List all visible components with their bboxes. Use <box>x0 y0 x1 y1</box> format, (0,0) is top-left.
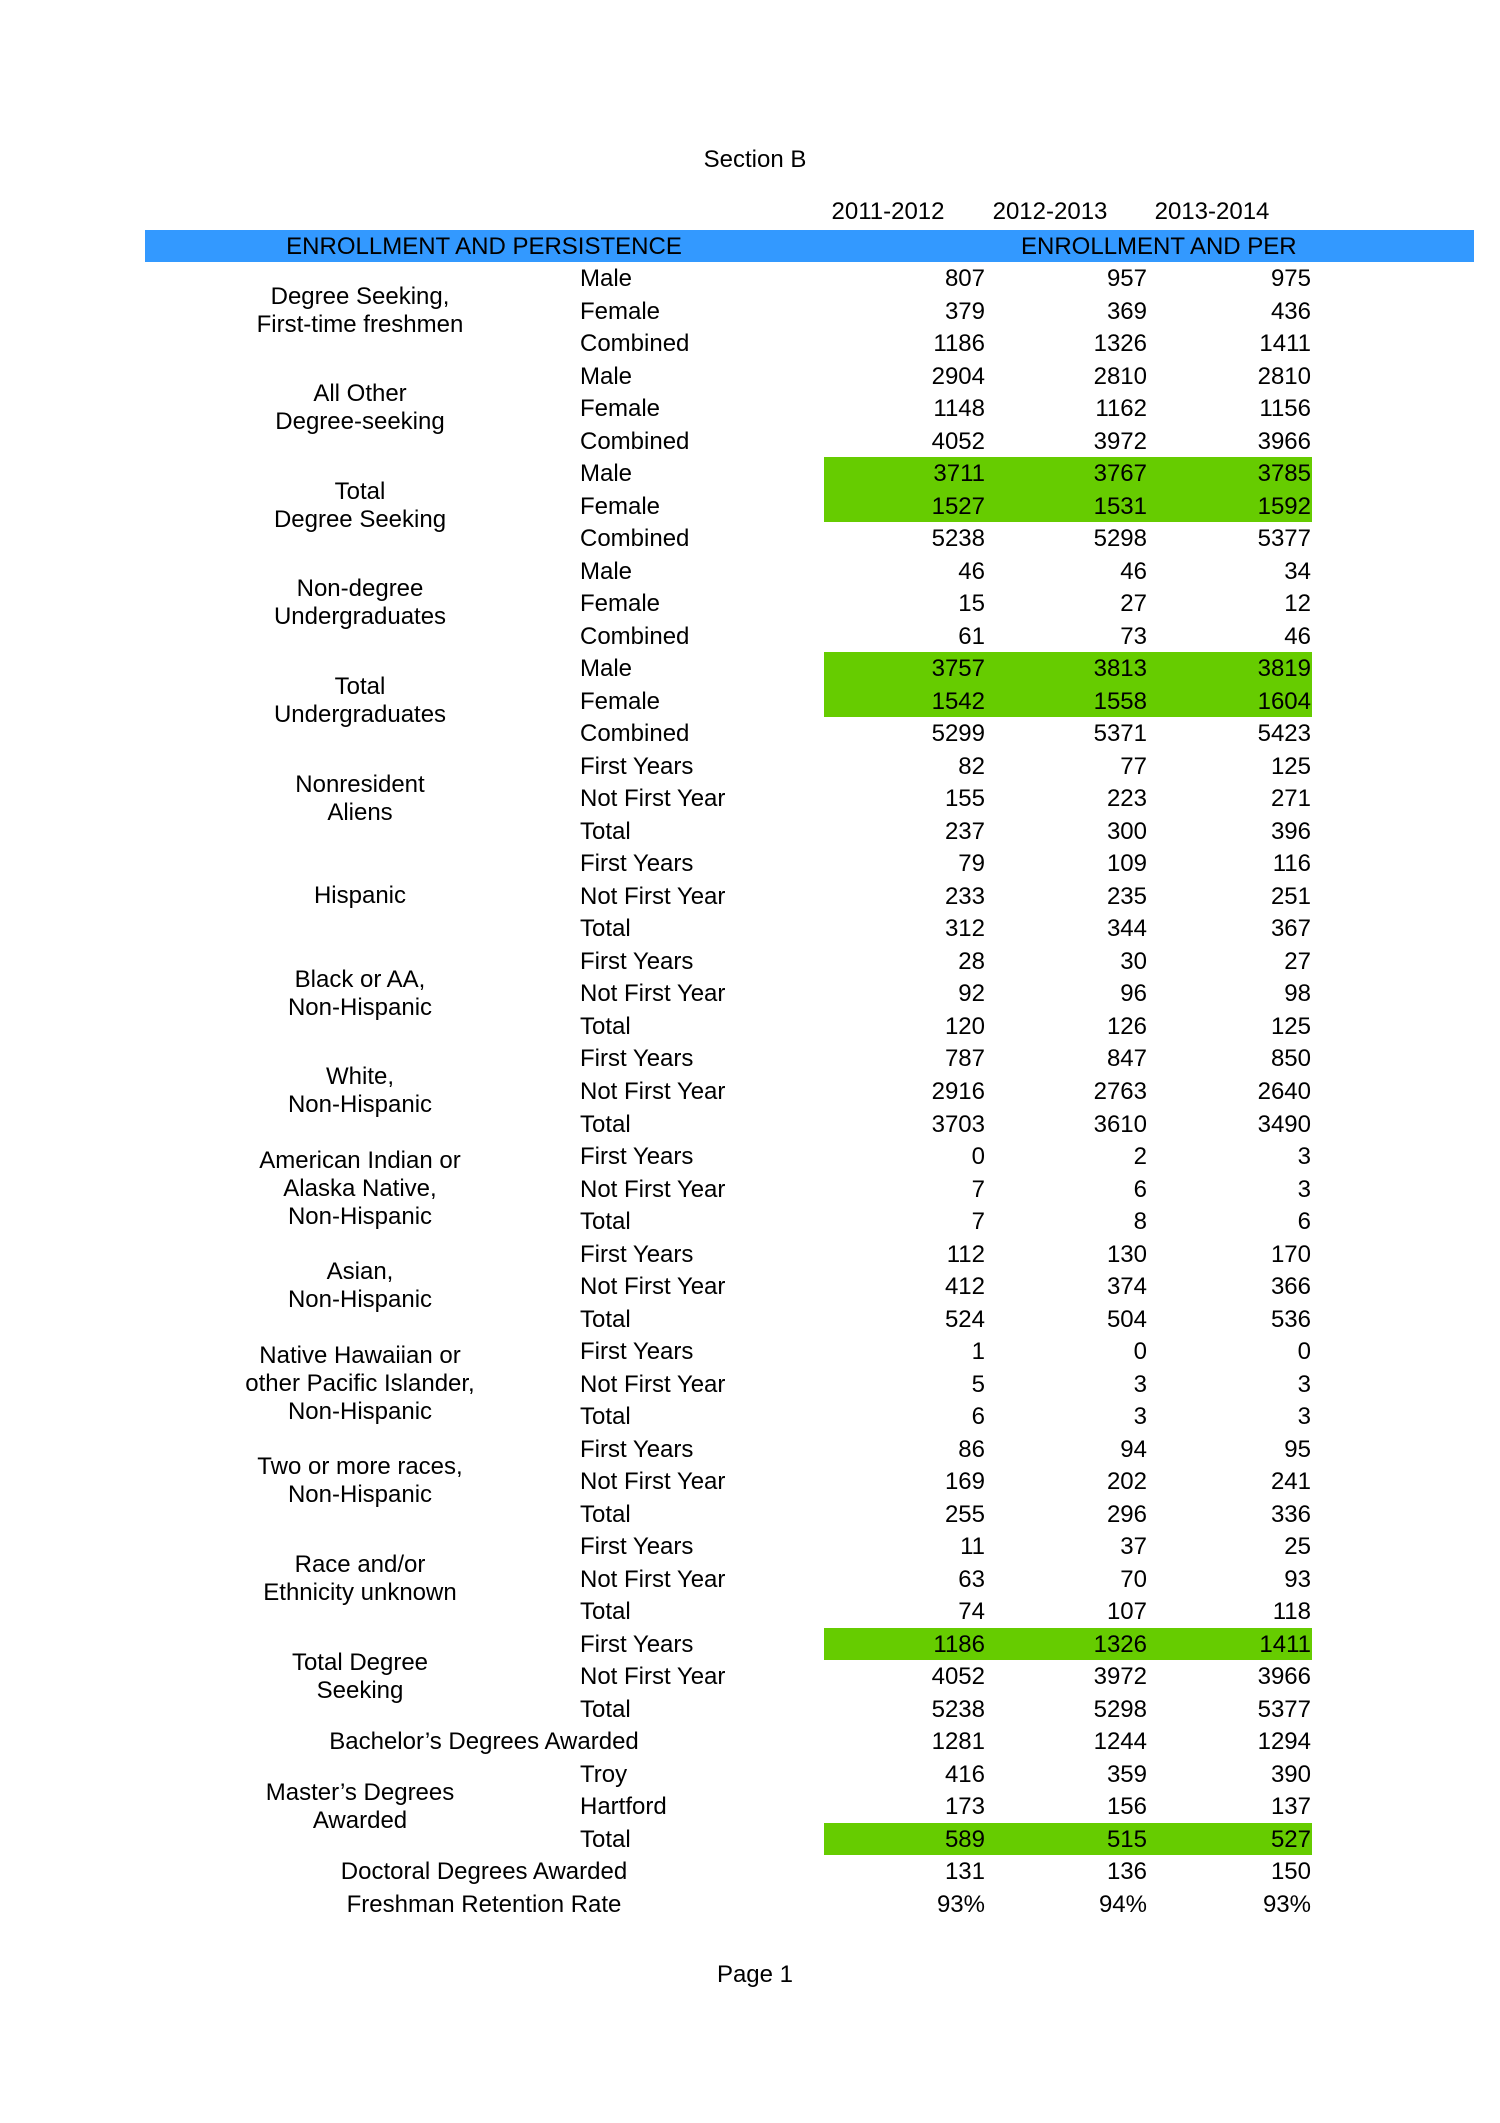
row-sublabel: Total <box>580 1403 631 1431</box>
value-cell: 1531 <box>1093 492 1147 520</box>
value-cell: 37 <box>1120 1533 1147 1561</box>
header-title-left: ENROLLMENT AND PERSISTENCE <box>286 233 682 260</box>
value-cell: 96 <box>1120 980 1147 1008</box>
year-header-1: 2011-2012 <box>831 198 945 225</box>
value-cell: 1411 <box>1259 330 1311 358</box>
value-cell: 412 <box>944 1273 985 1301</box>
row-sublabel: First Years <box>580 1143 694 1171</box>
group-label-line: Non-Hispanic <box>287 1091 433 1119</box>
group-label <box>200 1433 520 1531</box>
row-sublabel: Total <box>580 1305 631 1333</box>
value-cell: 77 <box>1120 752 1147 780</box>
value-cell: 130 <box>1106 1240 1147 1268</box>
value-cell: 300 <box>1106 817 1147 845</box>
value-cell: 0 <box>971 1143 985 1171</box>
value-cell: 2916 <box>931 1078 985 1105</box>
value-cell: 137 <box>1270 1793 1311 1821</box>
value-cell: 150 <box>1270 1858 1311 1886</box>
value-cell: 515 <box>1106 1825 1147 1853</box>
group-label-line: Native Hawaiian or <box>259 1341 461 1369</box>
group-label <box>200 1628 520 1726</box>
row-sublabel: Total <box>580 1825 631 1853</box>
value-cell: 2763 <box>1093 1078 1147 1105</box>
value-cell: 1294 <box>1257 1728 1311 1756</box>
value-cell: 359 <box>1106 1760 1147 1788</box>
value-cell: 504 <box>1106 1305 1147 1333</box>
group-label-line: Two or more races, <box>257 1453 463 1481</box>
value-cell: 7 <box>971 1175 985 1203</box>
value-cell: 369 <box>1106 297 1147 325</box>
row-sublabel: Combined <box>580 525 690 553</box>
group-label-line: Non-Hispanic <box>287 1481 433 1509</box>
group-label-line: All Other <box>313 380 407 408</box>
value-cell: 416 <box>944 1760 985 1788</box>
value-cell: 3757 <box>931 655 985 683</box>
row-sublabel: Total <box>580 1500 631 1528</box>
group-label-line: Seeking <box>316 1676 404 1704</box>
year-header-3: 2013-2014 <box>1154 198 1270 225</box>
group-label-line: Hispanic <box>313 882 407 910</box>
value-cell: 109 <box>1106 850 1147 878</box>
group-label-line: Total Degree <box>291 1648 429 1676</box>
value-cell: 1186 <box>933 1630 985 1658</box>
row-sublabel: Not First Year <box>580 980 726 1008</box>
value-cell: 344 <box>1106 915 1147 943</box>
value-cell: 3 <box>1297 1143 1311 1171</box>
value-cell: 436 <box>1270 297 1311 325</box>
row-sublabel: Combined <box>580 720 690 748</box>
group-label-line: Non-Hispanic <box>287 1202 433 1230</box>
value-cell: 30 <box>1120 947 1147 975</box>
value-cell: 5371 <box>1093 720 1147 748</box>
row-sublabel: Combined <box>580 622 690 650</box>
row-sublabel: Total <box>580 1208 631 1236</box>
value-cell: 6 <box>1297 1208 1311 1236</box>
value-cell: 28 <box>958 947 985 975</box>
value-cell: 379 <box>944 297 985 325</box>
value-cell: 524 <box>944 1305 985 1333</box>
value-cell: 235 <box>1106 882 1147 910</box>
row-sublabel: First Years <box>580 752 694 780</box>
row-sublabel: Total <box>580 1110 631 1138</box>
row-sublabel: Female <box>580 590 661 618</box>
value-cell: 27 <box>1120 590 1147 618</box>
row-sublabel: First Years <box>580 1435 694 1463</box>
value-cell: 3966 <box>1257 1663 1311 1691</box>
value-cell: 3785 <box>1257 460 1311 488</box>
value-cell: 1244 <box>1093 1728 1147 1756</box>
value-cell: 70 <box>1120 1565 1147 1593</box>
group-label-line: Non-Hispanic <box>287 1286 433 1314</box>
row-sublabel: Total <box>580 1598 631 1626</box>
value-cell: 93% <box>936 1891 985 1918</box>
row-sublabel: Male <box>580 557 633 585</box>
value-cell: 1411 <box>1259 1630 1311 1658</box>
row-sublabel: Not First Year <box>580 1468 726 1496</box>
value-cell: 5238 <box>931 1695 985 1723</box>
row-sublabel: Not First Year <box>580 1175 726 1203</box>
value-cell: 8 <box>1133 1208 1147 1236</box>
value-cell: 1148 <box>933 395 985 423</box>
row-sublabel: Not First Year <box>580 1565 726 1593</box>
value-cell: 3703 <box>931 1110 985 1138</box>
value-cell: 957 <box>1106 265 1147 292</box>
value-cell: 125 <box>1270 752 1311 780</box>
value-cell: 27 <box>1284 947 1311 975</box>
group-label-line: Master’s Degrees <box>265 1778 455 1806</box>
row-sublabel: Female <box>580 687 661 715</box>
group-label <box>200 652 520 750</box>
group-label-line: other Pacific Islander, <box>245 1369 475 1397</box>
value-cell: 126 <box>1106 1012 1147 1040</box>
value-cell: 975 <box>1270 265 1311 292</box>
row-sublabel: Not First Year <box>580 1078 726 1105</box>
group-label-line: American Indian or <box>259 1146 461 1174</box>
value-cell: 5 <box>971 1370 985 1398</box>
value-cell: 82 <box>958 752 985 780</box>
row-label: Doctoral Degrees Awarded <box>340 1858 628 1886</box>
group-label <box>200 262 520 360</box>
value-cell: 4052 <box>931 1663 985 1691</box>
value-cell: 5377 <box>1257 1695 1311 1723</box>
group-label-line: Alaska Native, <box>283 1174 437 1202</box>
value-cell: 296 <box>1106 1500 1147 1528</box>
group-label <box>200 1335 520 1433</box>
value-cell: 237 <box>944 817 985 845</box>
value-cell: 1326 <box>1093 1630 1147 1658</box>
value-cell: 2 <box>1133 1143 1147 1171</box>
value-cell: 95 <box>1284 1435 1311 1463</box>
value-cell: 589 <box>944 1825 985 1853</box>
group-label-line: Undergraduates <box>273 603 447 631</box>
group-label-line: Black or AA, <box>294 965 426 993</box>
header-title-right: ENROLLMENT AND PER <box>1021 233 1297 260</box>
value-cell: 107 <box>1106 1598 1147 1626</box>
value-cell: 5423 <box>1257 720 1311 748</box>
value-cell: 125 <box>1270 1012 1311 1040</box>
value-cell: 3 <box>1297 1403 1311 1431</box>
value-cell: 86 <box>958 1435 985 1463</box>
group-label <box>200 555 520 653</box>
row-label: Freshman Retention Rate <box>346 1891 622 1918</box>
value-cell: 136 <box>1106 1858 1147 1886</box>
value-cell: 202 <box>1106 1468 1147 1496</box>
value-cell: 173 <box>944 1793 985 1821</box>
value-cell: 6 <box>971 1403 985 1431</box>
table-row <box>0 1888 1500 1921</box>
value-cell: 2810 <box>1257 362 1311 390</box>
group-label-line: White, <box>325 1063 394 1091</box>
table-row <box>0 1855 1500 1888</box>
value-cell: 156 <box>1106 1793 1147 1821</box>
page-number: Page 1 <box>716 1961 794 1988</box>
value-cell: 46 <box>958 557 985 585</box>
row-sublabel: First Years <box>580 850 694 878</box>
group-label-line: Asian, <box>326 1258 394 1286</box>
row-sublabel: Female <box>580 492 661 520</box>
value-cell: 61 <box>958 622 985 650</box>
value-cell: 0 <box>1297 1338 1311 1366</box>
value-cell: 1 <box>971 1338 985 1366</box>
value-cell: 5298 <box>1093 1695 1147 1723</box>
value-cell: 366 <box>1270 1273 1311 1301</box>
group-label-line: Non-Hispanic <box>287 1397 433 1425</box>
value-cell: 5238 <box>931 525 985 553</box>
row-sublabel: Female <box>580 297 661 325</box>
row-sublabel: Total <box>580 817 631 845</box>
value-cell: 3 <box>1133 1403 1147 1431</box>
value-cell: 3 <box>1297 1370 1311 1398</box>
value-cell: 15 <box>958 590 985 618</box>
row-sublabel: Hartford <box>580 1793 667 1821</box>
value-cell: 5377 <box>1257 525 1311 553</box>
value-cell: 94% <box>1098 1891 1147 1918</box>
value-cell: 233 <box>944 882 985 910</box>
group-label-line: Nonresident <box>295 770 425 798</box>
value-cell: 312 <box>944 915 985 943</box>
section-title: Section B <box>703 146 807 173</box>
value-cell: 223 <box>1106 785 1147 813</box>
value-cell: 850 <box>1270 1045 1311 1073</box>
group-label <box>200 1140 520 1238</box>
value-cell: 34 <box>1284 557 1311 585</box>
value-cell: 131 <box>944 1858 985 1886</box>
group-label-line: Total <box>334 477 386 505</box>
value-cell: 1558 <box>1093 687 1147 715</box>
row-sublabel: Combined <box>580 330 690 358</box>
value-cell: 1156 <box>1259 395 1311 423</box>
group-label <box>200 360 520 458</box>
value-cell: 374 <box>1106 1273 1147 1301</box>
row-sublabel: First Years <box>580 1533 694 1561</box>
value-cell: 1186 <box>933 330 985 358</box>
row-sublabel: First Years <box>580 1338 694 1366</box>
row-sublabel: Female <box>580 395 661 423</box>
value-cell: 367 <box>1270 915 1311 943</box>
value-cell: 5298 <box>1093 525 1147 553</box>
value-cell: 118 <box>1272 1598 1311 1626</box>
value-cell: 3490 <box>1257 1110 1311 1138</box>
row-sublabel: Male <box>580 265 633 292</box>
value-cell: 3 <box>1297 1175 1311 1203</box>
row-label: Bachelor’s Degrees Awarded <box>329 1728 639 1756</box>
group-label-line: Degree-seeking <box>275 408 445 436</box>
value-cell: 46 <box>1120 557 1147 585</box>
value-cell: 3966 <box>1257 427 1311 455</box>
value-cell: 527 <box>1270 1825 1311 1853</box>
value-cell: 3813 <box>1093 655 1147 683</box>
row-sublabel: Male <box>580 655 633 683</box>
value-cell: 46 <box>1284 622 1311 650</box>
value-cell: 93 <box>1284 1565 1311 1593</box>
value-cell: 63 <box>958 1565 985 1593</box>
value-cell: 2810 <box>1093 362 1147 390</box>
value-cell: 1542 <box>931 687 985 715</box>
value-cell: 1604 <box>1257 687 1311 715</box>
value-cell: 1527 <box>931 492 985 520</box>
row-sublabel: First Years <box>580 947 694 975</box>
row-sublabel: Troy <box>580 1760 628 1788</box>
value-cell: 251 <box>1270 882 1311 910</box>
value-cell: 170 <box>1270 1240 1311 1268</box>
value-cell: 3972 <box>1093 427 1147 455</box>
value-cell: 1162 <box>1095 395 1147 423</box>
group-label-line: Non-Hispanic <box>287 993 433 1021</box>
row-sublabel: First Years <box>580 1630 694 1658</box>
row-sublabel: Not First Year <box>580 882 726 910</box>
row-sublabel: Male <box>580 362 633 390</box>
row-sublabel: First Years <box>580 1045 694 1073</box>
group-label <box>200 750 520 848</box>
value-cell: 2640 <box>1257 1078 1311 1105</box>
value-cell: 787 <box>944 1045 985 1073</box>
row-sublabel: Total <box>580 1695 631 1723</box>
value-cell: 93% <box>1262 1891 1311 1918</box>
group-label-line: Aliens <box>327 798 393 826</box>
value-cell: 1592 <box>1257 492 1311 520</box>
value-cell: 112 <box>946 1240 985 1268</box>
row-sublabel: Not First Year <box>580 1663 726 1691</box>
group-label-line: Non-degree <box>296 575 424 603</box>
value-cell: 74 <box>958 1598 985 1626</box>
value-cell: 536 <box>1270 1305 1311 1333</box>
row-sublabel: Total <box>580 915 631 943</box>
row-sublabel: Male <box>580 460 633 488</box>
value-cell: 396 <box>1270 817 1311 845</box>
value-cell: 169 <box>944 1468 985 1496</box>
group-label-line: Degree Seeking, <box>270 282 450 310</box>
table-row <box>0 1725 1500 1758</box>
group-label <box>200 1042 520 1140</box>
row-sublabel: Combined <box>580 427 690 455</box>
group-label <box>200 1238 520 1336</box>
group-label-line: Race and/or <box>294 1551 426 1579</box>
value-cell: 1326 <box>1093 330 1147 358</box>
value-cell: 92 <box>958 980 985 1008</box>
group-label <box>200 1758 520 1856</box>
group-label <box>200 847 520 945</box>
value-cell: 0 <box>1133 1338 1147 1366</box>
value-cell: 116 <box>1272 850 1311 878</box>
value-cell: 94 <box>1120 1435 1147 1463</box>
group-label-line: Undergraduates <box>273 701 447 728</box>
row-sublabel: Not First Year <box>580 1273 726 1301</box>
group-label <box>200 1530 520 1628</box>
group-label-line: Ethnicity unknown <box>263 1579 457 1607</box>
value-cell: 3819 <box>1257 655 1311 683</box>
value-cell: 2904 <box>931 362 985 390</box>
group-label-line: Degree Seeking <box>273 505 447 533</box>
value-cell: 390 <box>1270 1760 1311 1788</box>
value-cell: 3972 <box>1093 1663 1147 1691</box>
value-cell: 336 <box>1270 1500 1311 1528</box>
value-cell: 4052 <box>931 427 985 455</box>
value-cell: 25 <box>1284 1533 1311 1561</box>
group-label <box>200 457 520 555</box>
group-label-line: Total <box>334 673 386 700</box>
value-cell: 1281 <box>931 1728 985 1756</box>
value-cell: 3711 <box>933 460 985 488</box>
value-cell: 12 <box>1284 590 1311 618</box>
row-sublabel: Not First Year <box>580 1370 726 1398</box>
value-cell: 807 <box>944 265 985 292</box>
value-cell: 5299 <box>931 720 985 748</box>
value-cell: 6 <box>1133 1175 1147 1203</box>
group-label <box>200 945 520 1043</box>
value-cell: 155 <box>944 785 985 813</box>
value-cell: 73 <box>1120 622 1147 650</box>
row-sublabel: Total <box>580 1012 631 1040</box>
value-cell: 241 <box>1270 1468 1311 1496</box>
value-cell: 271 <box>1270 785 1311 813</box>
row-sublabel: Not First Year <box>580 785 726 813</box>
value-cell: 120 <box>944 1012 985 1040</box>
row-sublabel: First Years <box>580 1240 694 1268</box>
year-header-2: 2012-2013 <box>992 198 1108 225</box>
value-cell: 3 <box>1133 1370 1147 1398</box>
value-cell: 3767 <box>1093 460 1147 488</box>
group-label-line: Awarded <box>312 1806 408 1834</box>
group-label-line: First-time freshmen <box>256 310 464 338</box>
value-cell: 7 <box>971 1208 985 1236</box>
value-cell: 3610 <box>1093 1110 1147 1138</box>
value-cell: 11 <box>960 1533 985 1561</box>
value-cell: 98 <box>1284 980 1311 1008</box>
value-cell: 79 <box>958 850 985 878</box>
value-cell: 847 <box>1106 1045 1147 1073</box>
value-cell: 255 <box>944 1500 985 1528</box>
